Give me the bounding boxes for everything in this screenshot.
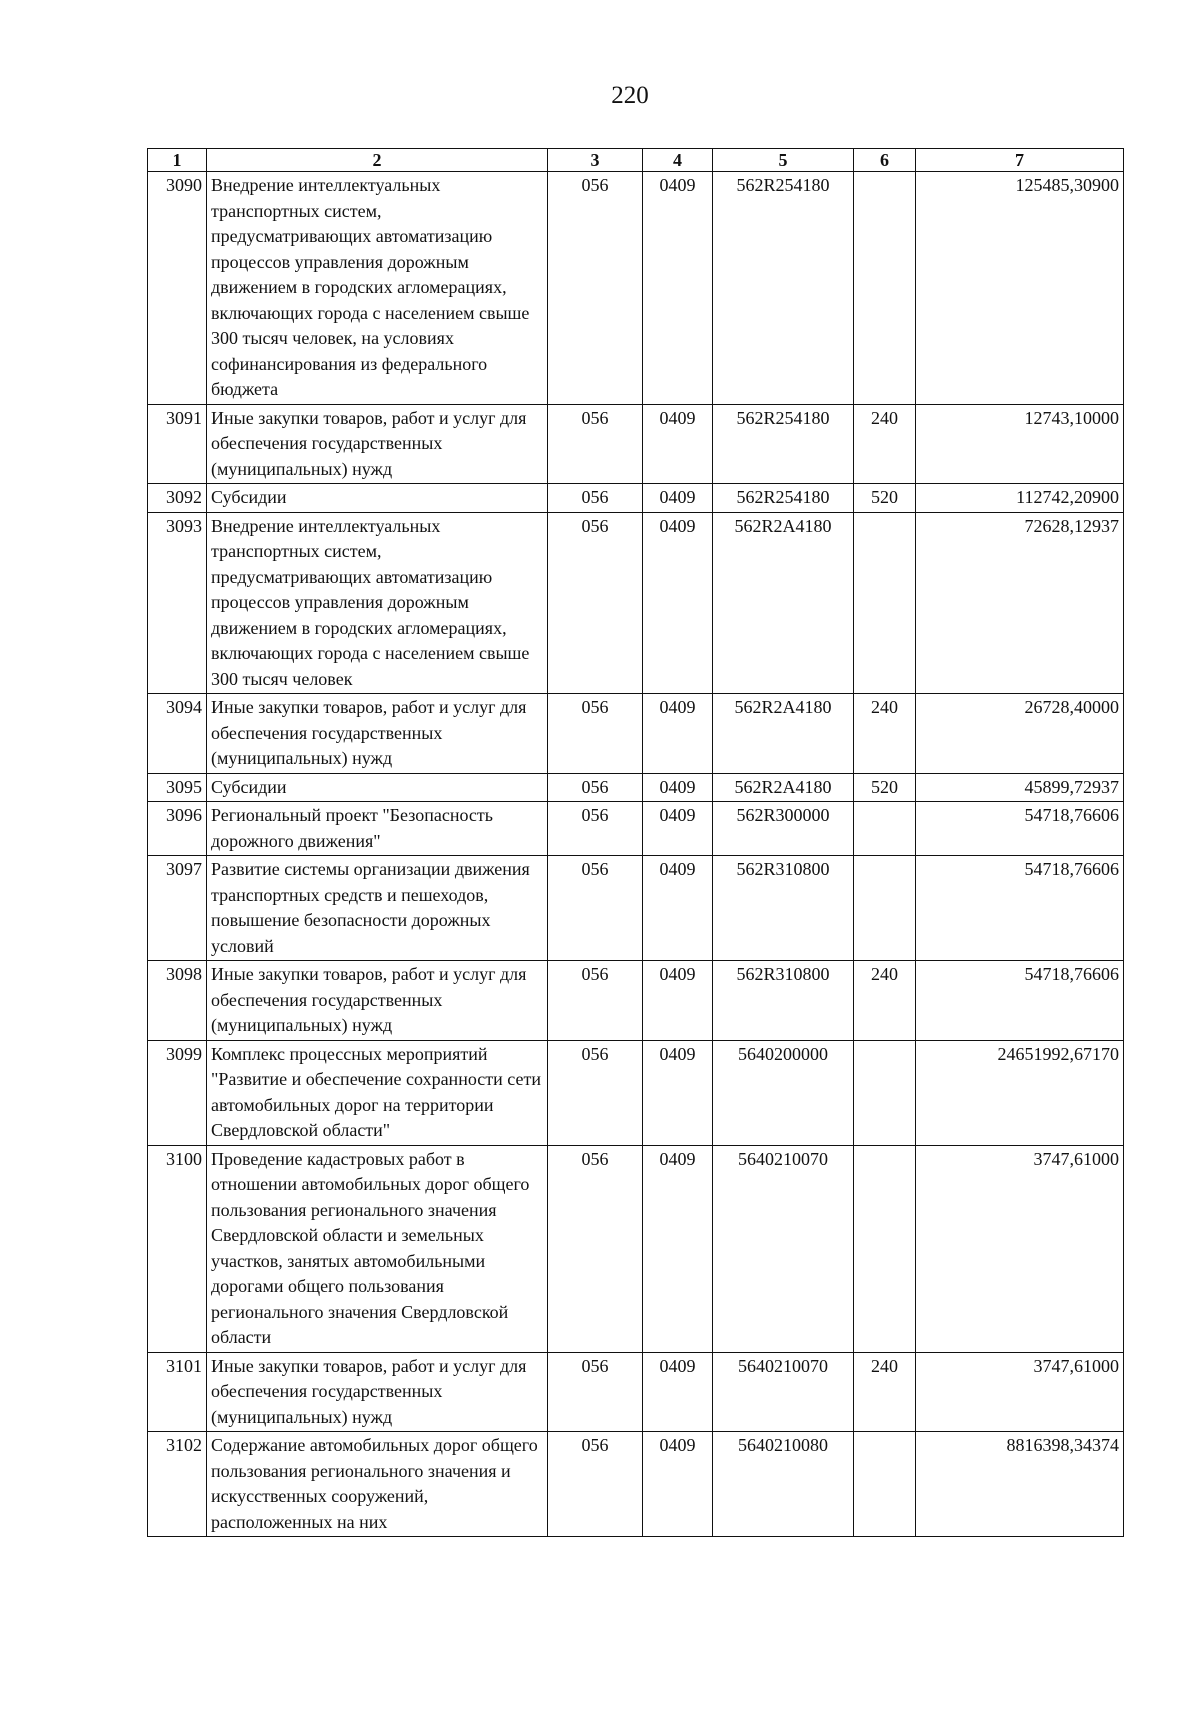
row-amount: 26728,40000 (916, 694, 1124, 774)
row-col-4: 0409 (643, 512, 713, 694)
row-col-3: 056 (548, 484, 643, 513)
header-col-7: 7 (916, 149, 1124, 172)
row-number: 3097 (148, 856, 207, 961)
row-col-6: 520 (854, 773, 916, 802)
row-col-6: 240 (854, 404, 916, 484)
row-amount: 54718,76606 (916, 802, 1124, 856)
row-name: Региональный проект "Безопасность дорожного движения" (207, 802, 548, 856)
row-col-4: 0409 (643, 1352, 713, 1432)
row-col-5: 562R2A4180 (713, 773, 854, 802)
row-amount: 54718,76606 (916, 856, 1124, 961)
row-col-5: 562R254180 (713, 484, 854, 513)
table-row (148, 1432, 1124, 1537)
header-col-5: 5 (713, 149, 854, 172)
row-col-3: 056 (548, 961, 643, 1041)
row-col-5: 5640200000 (713, 1040, 854, 1145)
row-col-6 (854, 1145, 916, 1352)
row-name: Иные закупки товаров, работ и услуг для обеспечения государственных (муниципальных) нужд (207, 1352, 548, 1432)
row-col-6: 240 (854, 1352, 916, 1432)
row-col-4: 0409 (643, 1145, 713, 1352)
row-col-4: 0409 (643, 172, 713, 405)
row-name: Субсидии (207, 484, 548, 513)
row-col-5: 562R254180 (713, 404, 854, 484)
header-col-6: 6 (854, 149, 916, 172)
row-amount: 125485,30900 (916, 172, 1124, 405)
table-row (148, 961, 1124, 1041)
table-row (148, 694, 1124, 774)
row-col-5: 562R300000 (713, 802, 854, 856)
row-col-5: 5640210070 (713, 1352, 854, 1432)
table-row (148, 802, 1124, 856)
row-col-5: 562R2A4180 (713, 512, 854, 694)
row-col-3: 056 (548, 404, 643, 484)
table-row (148, 172, 1124, 405)
row-col-4: 0409 (643, 773, 713, 802)
table-row (148, 1145, 1124, 1352)
row-name: Содержание автомобильных дорог общего пользования регионального значения и искусственных сооружений, расположенных на них (207, 1432, 548, 1537)
page-number: 220 (611, 82, 649, 109)
header-row (148, 149, 1124, 172)
row-col-4: 0409 (643, 961, 713, 1041)
row-col-6 (854, 802, 916, 856)
row-number: 3102 (148, 1432, 207, 1537)
row-col-6 (854, 512, 916, 694)
row-col-6: 520 (854, 484, 916, 513)
row-col-3: 056 (548, 773, 643, 802)
row-col-3: 056 (548, 802, 643, 856)
row-col-6 (854, 856, 916, 961)
row-number: 3093 (148, 512, 207, 694)
row-name: Проведение кадастровых работ в отношении автомобильных дорог общего пользования регионального значения Свердловской области и земельных участков, занятых автомобильными дорогами общего пользования регионального значения Свердловской области (207, 1145, 548, 1352)
row-col-4: 0409 (643, 802, 713, 856)
row-col-4: 0409 (643, 694, 713, 774)
row-name: Внедрение интеллектуальных транспортных систем, предусматривающих автоматизацию процессов управления дорожным движением в городских агломерациях, включающих города с населением свыше 300 тысяч человек, на условиях софинансирования из федерального бюджета (207, 172, 548, 405)
row-col-4: 0409 (643, 1040, 713, 1145)
row-col-4: 0409 (643, 404, 713, 484)
table-body (148, 172, 1124, 1537)
row-amount: 72628,12937 (916, 512, 1124, 694)
row-number: 3095 (148, 773, 207, 802)
row-col-5: 562R2A4180 (713, 694, 854, 774)
row-col-3: 056 (548, 694, 643, 774)
table-row (148, 856, 1124, 961)
row-col-4: 0409 (643, 856, 713, 961)
row-amount: 8816398,34374 (916, 1432, 1124, 1537)
row-col-6 (854, 1040, 916, 1145)
table-row (148, 484, 1124, 513)
row-name: Иные закупки товаров, работ и услуг для обеспечения государственных (муниципальных) нужд (207, 404, 548, 484)
row-name: Иные закупки товаров, работ и услуг для обеспечения государственных (муниципальных) нужд (207, 694, 548, 774)
row-col-3: 056 (548, 856, 643, 961)
row-col-3: 056 (548, 1352, 643, 1432)
header-col-2: 2 (207, 149, 548, 172)
row-amount: 12743,10000 (916, 404, 1124, 484)
row-number: 3099 (148, 1040, 207, 1145)
row-number: 3098 (148, 961, 207, 1041)
table-row (148, 512, 1124, 694)
row-number: 3092 (148, 484, 207, 513)
row-name: Субсидии (207, 773, 548, 802)
header-col-1: 1 (148, 149, 207, 172)
header-col-3: 3 (548, 149, 643, 172)
row-amount: 45899,72937 (916, 773, 1124, 802)
row-col-4: 0409 (643, 1432, 713, 1537)
table-row (148, 404, 1124, 484)
row-col-3: 056 (548, 512, 643, 694)
row-name: Внедрение интеллектуальных транспортных систем, предусматривающих автоматизацию процессов управления дорожным движением в городских агломерациях, включающих города с населением свыше 300 тысяч человек (207, 512, 548, 694)
row-col-4: 0409 (643, 484, 713, 513)
row-col-3: 056 (548, 1432, 643, 1537)
row-amount: 3747,61000 (916, 1145, 1124, 1352)
row-col-5: 5640210080 (713, 1432, 854, 1537)
row-number: 3096 (148, 802, 207, 856)
row-number: 3101 (148, 1352, 207, 1432)
row-col-5: 562R310800 (713, 856, 854, 961)
row-col-3: 056 (548, 172, 643, 405)
row-col-6 (854, 1432, 916, 1537)
row-col-5: 5640210070 (713, 1145, 854, 1352)
row-name: Развитие системы организации движения транспортных средств и пешеходов, повышение безопасности дорожных условий (207, 856, 548, 961)
header-col-4: 4 (643, 149, 713, 172)
row-number: 3091 (148, 404, 207, 484)
row-amount: 112742,20900 (916, 484, 1124, 513)
table-row (148, 773, 1124, 802)
row-col-3: 056 (548, 1145, 643, 1352)
row-number: 3090 (148, 172, 207, 405)
budget-table (147, 148, 1124, 1537)
row-col-3: 056 (548, 1040, 643, 1145)
row-amount: 24651992,67170 (916, 1040, 1124, 1145)
row-number: 3094 (148, 694, 207, 774)
row-col-6: 240 (854, 694, 916, 774)
table-header (148, 149, 1124, 172)
row-col-5: 562R310800 (713, 961, 854, 1041)
row-col-5: 562R254180 (713, 172, 854, 405)
row-col-6: 240 (854, 961, 916, 1041)
row-name: Иные закупки товаров, работ и услуг для обеспечения государственных (муниципальных) нужд (207, 961, 548, 1041)
row-col-6 (854, 172, 916, 405)
row-amount: 3747,61000 (916, 1352, 1124, 1432)
table-row (148, 1040, 1124, 1145)
row-name: Комплекс процессных мероприятий "Развитие и обеспечение сохранности сети автомобильных дорог на территории Свердловской области" (207, 1040, 548, 1145)
row-amount: 54718,76606 (916, 961, 1124, 1041)
row-number: 3100 (148, 1145, 207, 1352)
table-row (148, 1352, 1124, 1432)
